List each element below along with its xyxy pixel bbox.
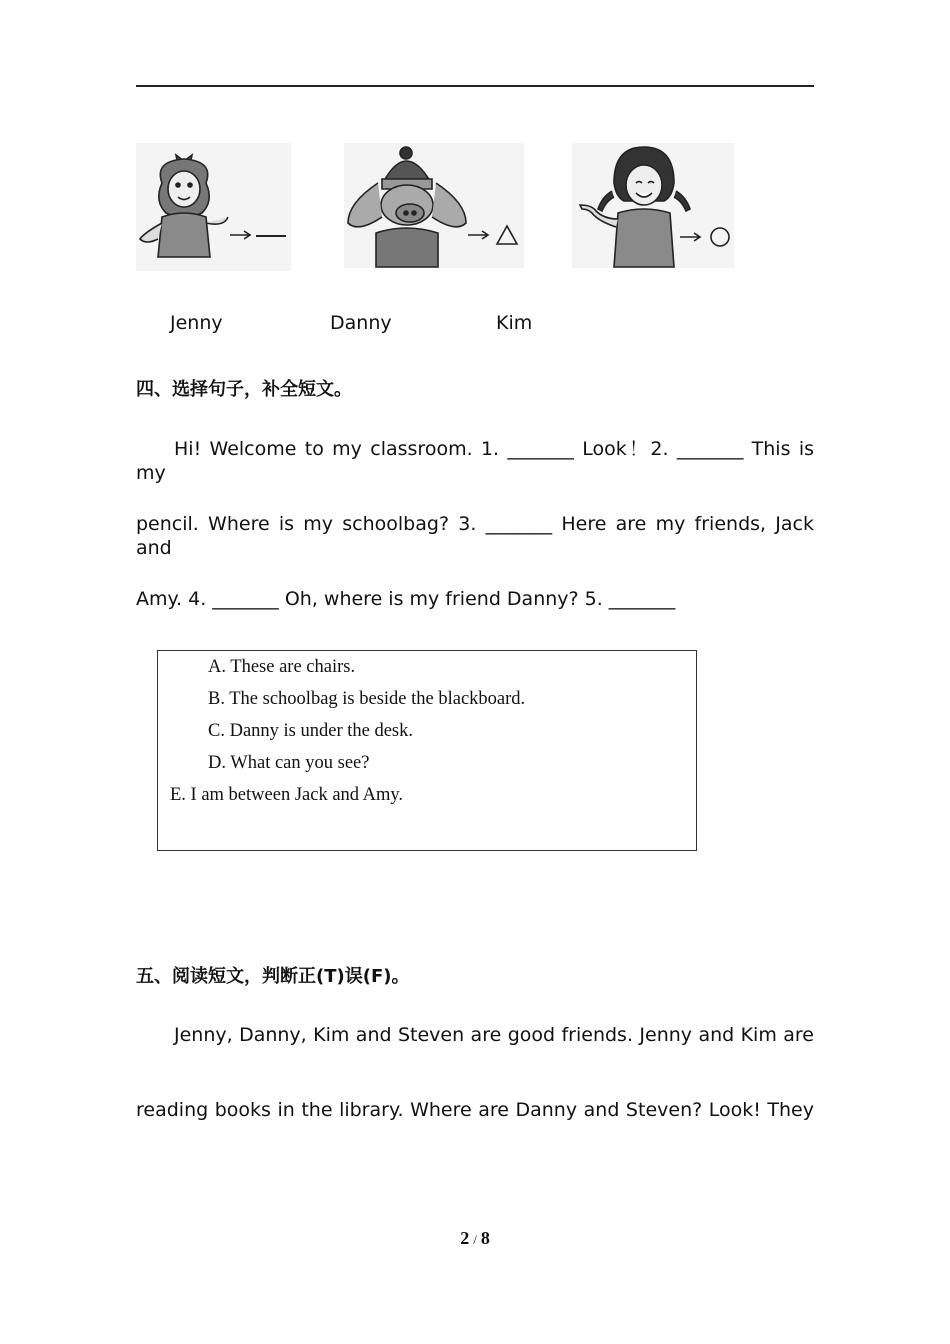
section-4-line-3: Amy. 4. _______ Oh, where is my friend Danny? 5. _______ xyxy=(136,588,676,610)
options-box xyxy=(157,650,697,851)
danny-picture xyxy=(344,143,524,268)
label-kim: Kim xyxy=(496,312,533,334)
label-danny: Danny xyxy=(330,312,392,334)
option-d: D. What can you see? xyxy=(208,753,370,773)
section-5-line-2: reading books in the library. Where are Danny and Steven? Look! They xyxy=(136,1099,814,1121)
kim-picture xyxy=(572,143,734,268)
section-4-line-1: Hi! Welcome to my classroom. 1. _______ Look！2. _______ This is my xyxy=(136,438,814,484)
jenny-picture xyxy=(136,143,291,271)
section-4-heading: 四、选择句子，补全短文。 xyxy=(136,379,352,400)
page-separator: / xyxy=(473,1232,477,1247)
option-a: A. These are chairs. xyxy=(208,657,356,677)
option-e: E. I am between Jack and Amy. xyxy=(170,785,404,805)
page-number xyxy=(0,1228,950,1249)
option-c: C. Danny is under the desk. xyxy=(208,721,414,741)
label-jenny: Jenny xyxy=(170,312,223,334)
page-current: 2 xyxy=(460,1228,470,1248)
section-5-line-1: Jenny, Danny, Kim and Steven are good friends. Jenny and Kim are xyxy=(174,1024,814,1046)
page-total: 8 xyxy=(480,1228,490,1248)
header-rule xyxy=(136,85,814,87)
section-5-heading: 五、阅读短文，判断正(T)误(F)。 xyxy=(136,966,410,987)
section-4-line-2: pencil. Where is my schoolbag? 3. _______ Here are my friends, Jack and xyxy=(136,513,814,559)
option-b: B. The schoolbag is beside the blackboard. xyxy=(208,689,526,709)
